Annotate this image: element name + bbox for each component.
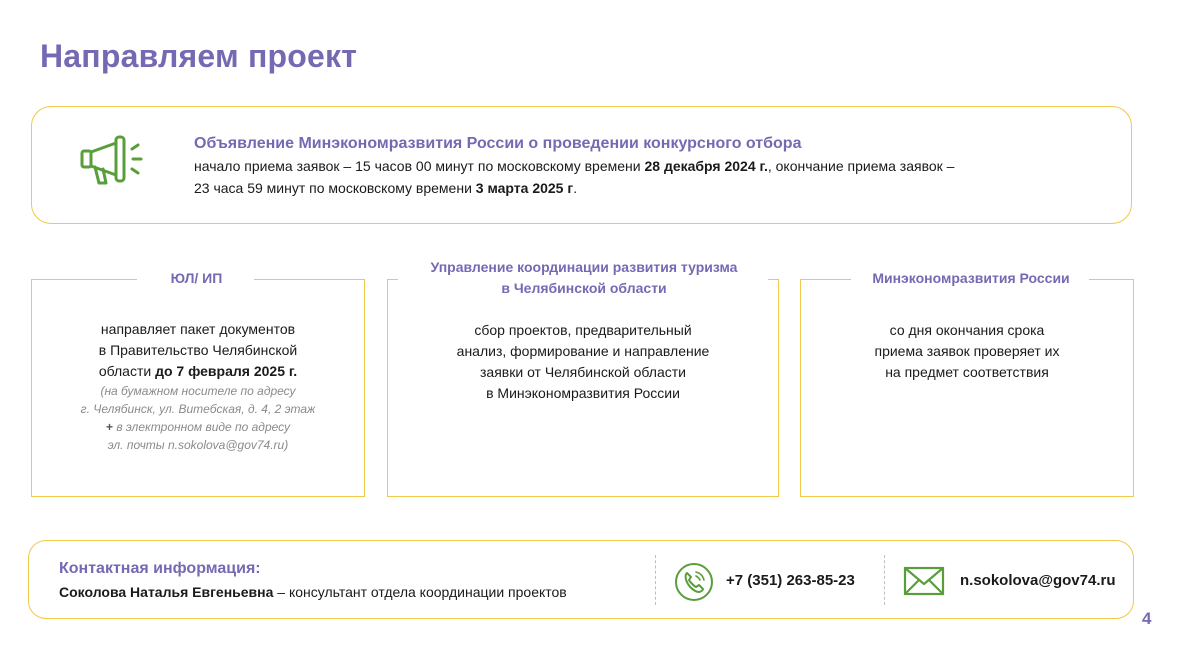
- contact-person: Соколова Наталья Евгеньевна – консультант отдела координации проектов: [59, 584, 567, 600]
- announcement-heading: Объявление Минэкономразвития России о проведении конкурсного отбора: [194, 135, 802, 152]
- column-applicant-heading: ЮЛ/ ИП: [170, 270, 223, 286]
- column-ministry-body: со дня окончания срока приема заявок проверяет их на предмет соответствия: [874, 322, 1060, 380]
- megaphone-icon: [78, 131, 150, 191]
- contact-phone[interactable]: +7 (351) 263-85-23: [726, 572, 855, 589]
- contact-email[interactable]: n.sokolova@gov74.ru: [960, 572, 1116, 589]
- page-number: 4: [1142, 609, 1152, 628]
- page-title: Направляем проект: [40, 38, 358, 74]
- contact-box: [28, 540, 1134, 619]
- announcement-line-1: начало приема заявок – 15 часов 00 минут по московскому времени 28 декабря 2024 г., окончание приема заявок –: [194, 158, 955, 174]
- column-tourism-heading: Управление координации развития туризма в Челябинской области: [430, 259, 738, 296]
- contact-heading: Контактная информация:: [59, 560, 261, 577]
- column-tourism-body: сбор проектов, предварительный анализ, формирование и направление заявки от Челябинской области в Минэкономразвития России: [456, 322, 710, 401]
- column-tourism: [387, 259, 779, 497]
- announcement-box: [31, 106, 1132, 224]
- column-applicant-body: направляет пакет документов в Правительство Челябинской области до 7 февраля 2025 г. (на бумажном носителе по адресу г. Челябинск, ул. Витебская, д. 4, 2 этаж + в электронном виде по адресу эл. почты n.sokolova@gov74.ru): [32, 319, 364, 454]
- column-ministry: [800, 270, 1134, 497]
- divider: [884, 555, 885, 605]
- column-applicant-note: (на бумажном носителе по адресу г. Челябинск, ул. Витебская, д. 4, 2 этаж + в электронном виде по адресу эл. почты n.sokolova@gov74.ru): [80, 384, 316, 452]
- envelope-icon: [903, 566, 945, 596]
- column-ministry-heading: Минэкономразвития России: [872, 270, 1070, 286]
- announcement-line-2: 23 часа 59 минут по московскому времени 3 марта 2025 г.: [194, 180, 578, 196]
- phone-icon: [674, 562, 714, 602]
- column-applicant: [31, 270, 365, 497]
- divider: [655, 555, 656, 605]
